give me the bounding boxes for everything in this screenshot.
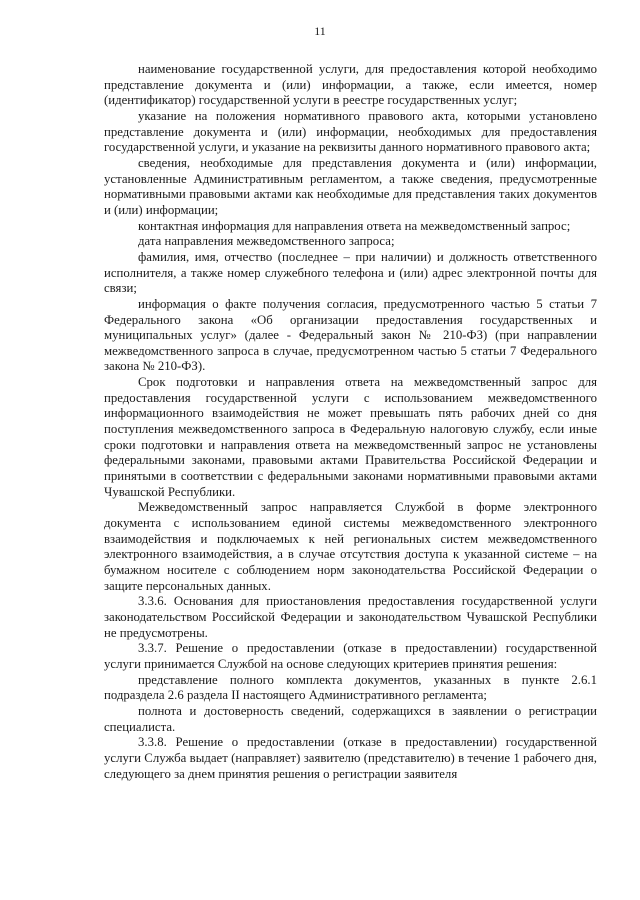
paragraph: фамилия, имя, отчество (последнее – при наличии) и должность ответственного исполнителя, а также номер служебного телефона и (или) адрес электронной почты для связи; [104, 249, 597, 296]
paragraph: информация о факте получения согласия, предусмотренного частью 5 статьи 7 Федерального закона «Об организации предоставления государственных и муниципальных услуг» (далее - Федеральный закон № 210-ФЗ) (при направлении межведомственного запроса в случае, предусмотренном частью 5 статьи 7 Федерального закона № 210-ФЗ). [104, 296, 597, 374]
paragraph: дата направления межведомственного запроса; [138, 234, 395, 249]
paragraph: наименование государственной услуги, для предоставления которой необходимо представление документа и (или) информации, а также, если имеется, номер (идентификатор) государственной услуги в реестре государственных услуг; [104, 62, 597, 108]
paragraph: Срок подготовки и направления ответа на межведомственный запрос для предоставления государственной услуги с использованием межведомственного информационного взаимодействия не может превышать пять рабочих дней со дня поступления межведомственного запроса в Федеральную налоговую службу, если иные сроки подготовки и направления ответа на межведомственный запрос не установлены федеральными законами, правовыми актами Правительства Российской Федерации и принятыми в соответствии с федеральными законами нормативными правовыми актами Чувашской Республики. [104, 375, 597, 499]
page-number: 11 [314, 24, 326, 38]
paragraph: представление полного комплекта документов, указанных в пункте 2.6.1 подраздела 2.6 раздела II настоящего Административного регламента; [104, 672, 597, 703]
paragraph: Межведомственный запрос направляется Службой в форме электронного документа с использованием единой системы межведомственного электронного взаимодействия и подключаемых к ней региональных систем межведомственного электронного взаимодействия, а в случае отсутствия доступа к указанной системе – на бумажном носителе с соблюдением норм законодательства Российской Федерации о защите персональных данных. [104, 500, 597, 593]
paragraph: 3.3.8. Решение о предоставлении (отказе в предоставлении) государственной услуги Служба выдает (направляет) заявителю (представителю) в течение 1 рабочего дня, следующего за днем принятия решения о регистрации заявителя [104, 735, 597, 781]
document-body [104, 62, 597, 782]
paragraph: контактная информация для направления ответа на межведомственный запрос; [138, 218, 571, 233]
paragraph: 3.3.7. Решение о предоставлении (отказе в предоставлении) государственной услуги принимается Службой на основе следующих критериев принятия решения: [104, 641, 597, 671]
paragraph: указание на положения нормативного правового акта, которыми установлено представление документа и (или) информации, необходимых для предоставления государственной услуги, и указание на реквизиты данного нормативного правового акта; [104, 108, 597, 155]
paragraph: 3.3.6. Основания для приостановления предоставления государственной услуги законодательством Российской Федерации и законодательством Чувашской Республики не предусмотрены. [104, 594, 597, 640]
paragraph: сведения, необходимые для представления документа и (или) информации, установленные Административным регламентом, а также сведения, предусмотренные нормативными правовыми актами как необходимые для представления таких документов и (или) информации; [104, 155, 597, 217]
paragraph: полнота и достоверность сведений, содержащихся в заявлении о регистрации специалиста. [104, 703, 597, 734]
